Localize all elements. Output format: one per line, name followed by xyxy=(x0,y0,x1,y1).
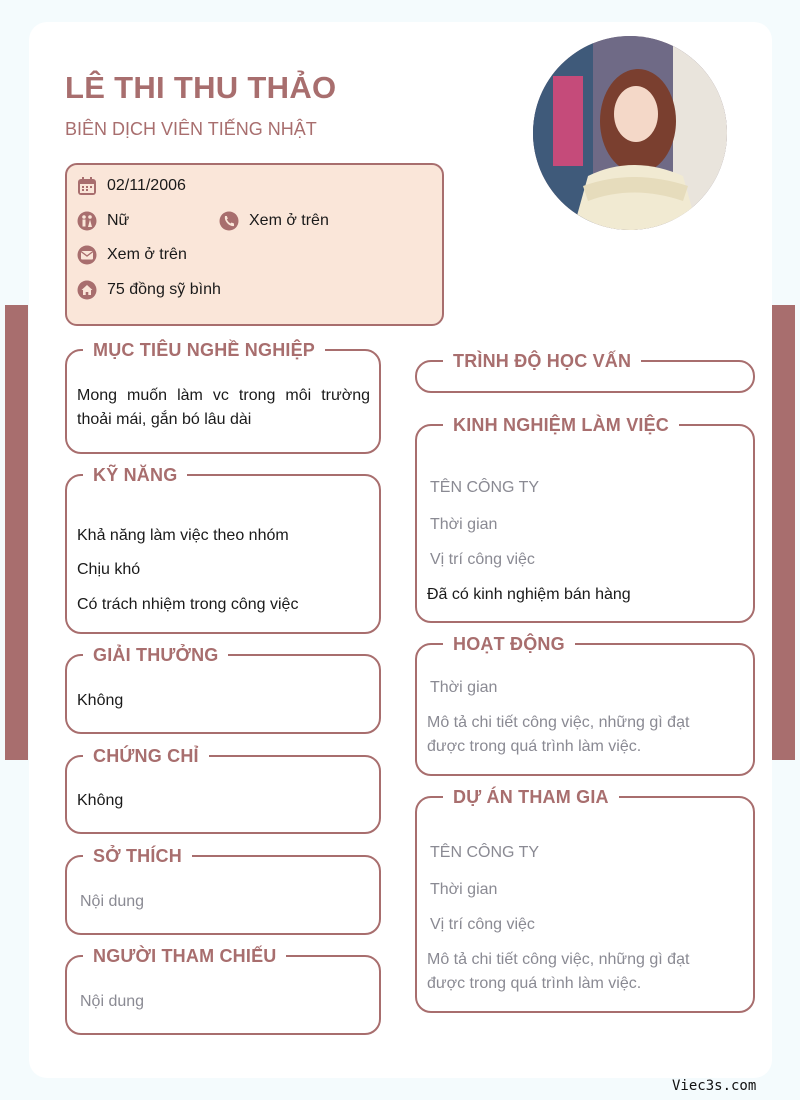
references-title: NGƯỜI THAM CHIẾU xyxy=(83,944,286,968)
candidate-role: BIÊN DỊCH VIÊN TIẾNG NHẬT xyxy=(65,119,317,139)
experience-title: KINH NGHIỆM LÀM VIỆC xyxy=(443,413,679,437)
contact-address xyxy=(77,280,221,300)
profile-photo[interactable] xyxy=(533,36,727,230)
skills-title: KỸ NĂNG xyxy=(83,463,187,487)
birthday-value: 02/11/2006 xyxy=(107,177,186,194)
certificates-title: CHỨNG CHỈ xyxy=(83,744,209,768)
section-awards xyxy=(65,645,381,734)
projects-company: TÊN CÔNG TY xyxy=(430,844,540,861)
section-objective xyxy=(65,340,381,454)
gender-value: Nữ xyxy=(107,212,130,229)
skill-item: Có trách nhiệm trong công việc xyxy=(77,596,299,613)
address-value: 75 đồng sỹ bình xyxy=(107,281,221,298)
hobbies-title: SỞ THÍCH xyxy=(83,844,192,868)
skill-item: Khả năng làm việc theo nhóm xyxy=(77,527,289,544)
section-activities xyxy=(415,634,755,776)
section-education xyxy=(415,351,755,393)
email-value: Xem ở trên xyxy=(107,246,187,263)
projects-position: Vị trí công việc xyxy=(430,916,535,933)
awards-title: GIẢI THƯỞNG xyxy=(83,643,228,667)
references-placeholder: Nội dung xyxy=(80,993,145,1010)
projects-title: DỰ ÁN THAM GIA xyxy=(443,785,619,809)
experience-time: Thời gian xyxy=(430,516,498,533)
mail-icon xyxy=(77,245,97,265)
projects-time: Thời gian xyxy=(430,881,498,898)
contact-phone xyxy=(219,211,329,231)
section-certificates xyxy=(65,746,381,834)
gender-icon xyxy=(77,211,97,231)
candidate-name: LÊ THI THU THẢO xyxy=(65,70,337,105)
profile-photo-illustration xyxy=(533,36,727,230)
contact-gender xyxy=(77,211,129,231)
site-watermark: Viec3s.com xyxy=(672,1078,757,1094)
calendar-icon xyxy=(77,176,97,196)
section-experience xyxy=(415,415,755,623)
education-title: TRÌNH ĐỘ HỌC VẤN xyxy=(443,349,641,373)
contact-email xyxy=(77,245,187,265)
hobbies-placeholder: Nội dung xyxy=(80,893,145,910)
home-icon xyxy=(77,280,97,300)
activities-time: Thời gian xyxy=(430,679,498,696)
awards-text: Không xyxy=(77,692,124,709)
section-references xyxy=(65,946,381,1035)
activities-description: Mô tả chi tiết công việc, những gì đạt được trong quá trình làm việc. xyxy=(427,714,690,755)
projects-description: Mô tả chi tiết công việc, những gì đạt được trong quá trình làm việc. xyxy=(427,951,690,992)
section-skills xyxy=(65,465,381,634)
phone-icon xyxy=(219,211,239,231)
experience-description: Đã có kinh nghiệm bán hàng xyxy=(427,586,631,603)
left-accent-band xyxy=(5,305,28,760)
experience-position: Vị trí công việc xyxy=(430,551,535,568)
section-projects xyxy=(415,787,755,1013)
activities-title: HOẠT ĐỘNG xyxy=(443,632,575,656)
objective-title: MỤC TIÊU NGHỀ NGHIỆP xyxy=(83,338,325,362)
section-hobbies xyxy=(65,846,381,935)
right-accent-band xyxy=(772,305,795,760)
contact-birthday xyxy=(77,176,186,196)
experience-company: TÊN CÔNG TY xyxy=(430,479,540,496)
certificates-text: Không xyxy=(77,792,124,809)
phone-value: Xem ở trên xyxy=(249,212,329,229)
skill-item: Chịu khó xyxy=(77,561,141,578)
objective-text: Mong muốn làm vc trong môi trường thoải mái, gắn bó lâu dài xyxy=(77,387,370,428)
